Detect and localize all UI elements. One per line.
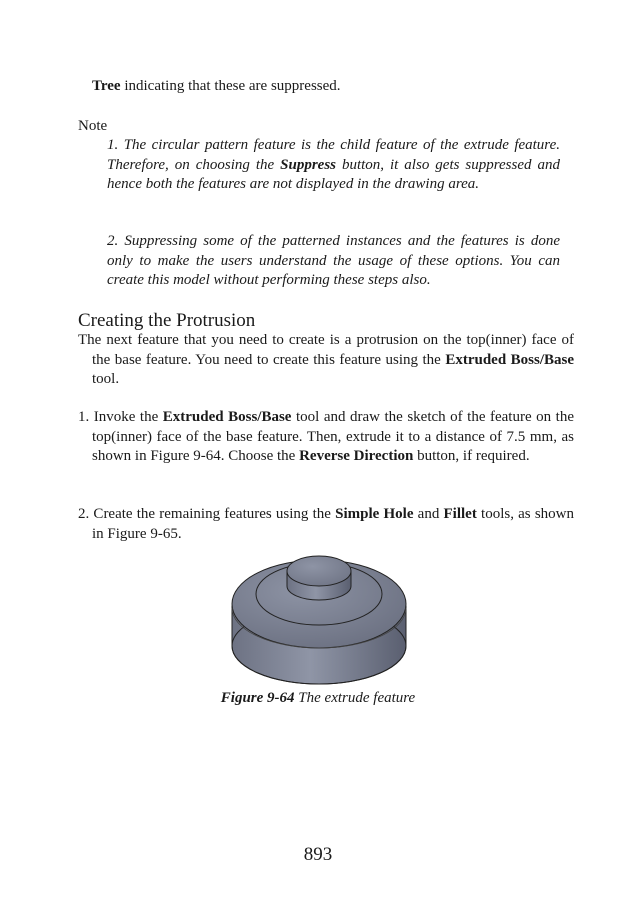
page-number: 893 [303,844,333,865]
note-item-1-post: button, it also gets suppressed and hence both the features are not displayed in the drawing area. [107,156,560,192]
section-paragraph [78,331,574,390]
intro-rest: indicating that these are suppressed. [120,78,341,94]
section-heading: Creating the Protrusion [78,310,256,331]
boss-top-face [287,556,351,586]
step-1-bold-1: Extruded Boss/Base [162,409,292,425]
note-item-2: 2. Suppressing some of the patterned instances and the features is done only to make the users understand the usage of these options. You can create this model without performing these steps also. [107,233,560,288]
step-1-mid: tool and draw the sketch of the feature on the top(inner) face of the base feature. Then, extrude it to a distance of 7.5 mm, as shown in Figure 9-64. Choose the [92,409,574,464]
step-2-post: tools, as shown in Figure 9-65. [92,506,574,542]
figure-caption-bold: Figure 9-64 [220,690,295,706]
figure-caption-rest: The extrude feature [294,690,416,706]
step-1 [78,408,574,467]
section-paragraph-pre: The next feature that you need to create is a protrusion on the top(inner) face of the base feature. You need to create this feature using the [78,332,574,368]
step-2-pre: 2. Create the remaining features using the [78,506,336,522]
section-paragraph-post: tool. [92,371,120,387]
note-item-1 [107,136,560,195]
figure-caption [0,689,636,709]
section-paragraph-bold: Extruded Boss/Base [445,351,574,368]
step-2-mid: and [413,506,444,522]
note-label: Note [78,118,108,134]
intro-line [92,77,560,97]
step-2 [78,505,574,544]
note-item-1-pre: 1. The circular pattern feature is the child feature of the extrude feature. Therefore, on choosing the [107,137,560,173]
extrude-feature-figure [230,542,408,687]
intro-bold: Tree [92,78,121,94]
step-2-bold-1: Simple Hole [335,506,414,522]
step-1-post: button, if required. [413,448,530,464]
step-1-bold-2: Reverse Direction [299,448,414,464]
step-1-pre: 1. Invoke the [78,409,163,425]
note-item-1-bold: Suppress [280,156,336,173]
step-2-bold-2: Fillet [443,506,477,522]
